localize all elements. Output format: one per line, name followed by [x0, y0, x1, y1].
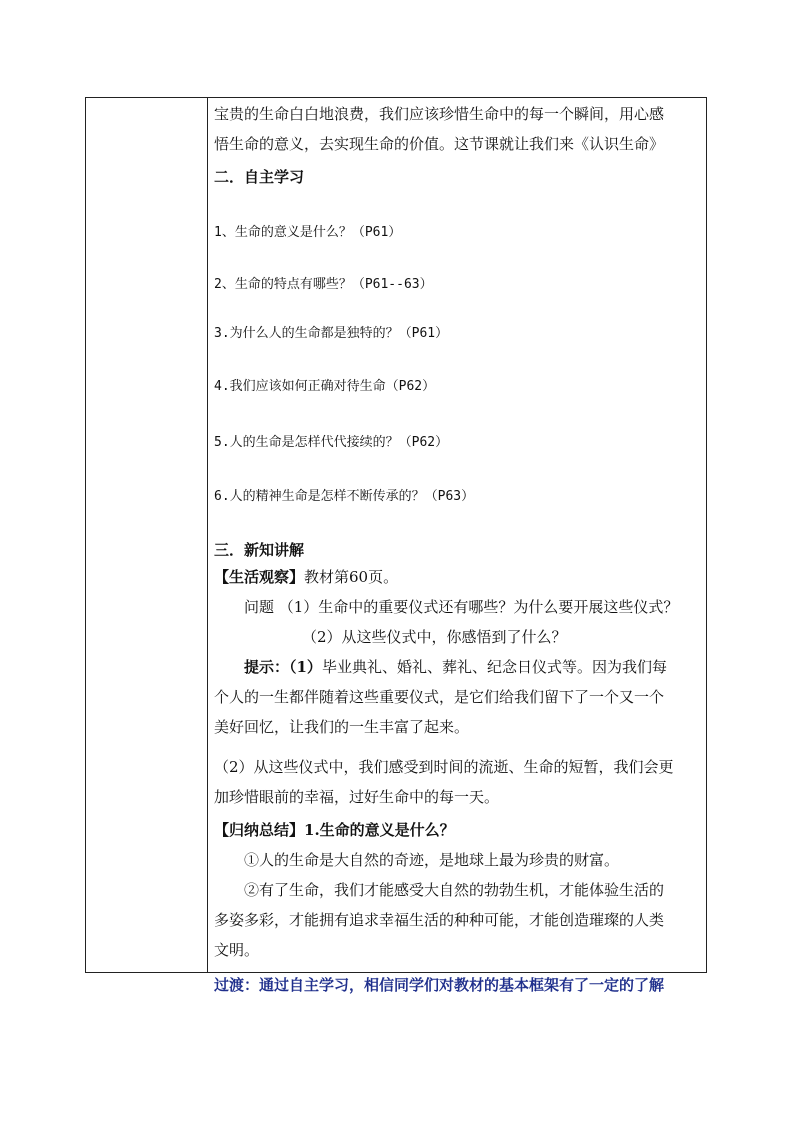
- summary-heading: 【归纳总结】1.生命的意义是什么？: [214, 821, 455, 839]
- question-item: 1、生命的意义是什么？（P61）: [214, 225, 402, 240]
- question-line: 问题 （1）生命中的重要仪式还有哪些？为什么要开展这些仪式？: [244, 598, 679, 616]
- observe-text: 教材第60页。: [304, 568, 399, 586]
- lesson-table: [85, 97, 707, 994]
- section-heading-new-knowledge: 三．新知讲解: [214, 541, 305, 559]
- hint-line: 个人的一生都伴随着这些重要仪式，是它们给我们留下了一个又一个: [214, 688, 665, 706]
- hint-text: 毕业典礼、婚礼、葬礼、纪念日仪式等。因为我们每: [321, 658, 667, 676]
- summary-point: 多姿多彩，才能拥有追求幸福生活的种种可能，才能创造璀璨的人类: [214, 911, 665, 929]
- question-item: 5.人的生命是怎样代代接续的？（P62）: [214, 435, 449, 450]
- question-item: 2、生命的特点有哪些？（P61--63）: [214, 277, 433, 292]
- question-line: （2）从这些仪式中，你感悟到了什么？: [302, 628, 567, 646]
- transition-text: 过渡：通过自主学习，相信同学们对教材的基本框架有了一定的了解: [214, 976, 665, 994]
- column-divider: [207, 98, 208, 972]
- intro-line: 悟生命的意义，去实现生命的价值。这节课就让我们来《认识生命》: [214, 135, 665, 153]
- question-item: 4.我们应该如何正确对待生命（P62）: [214, 379, 436, 394]
- observe-line: [214, 567, 398, 587]
- hint-label: 提示：（1）: [244, 658, 322, 676]
- question-item: 3.为什么人的生命都是独特的？（P61）: [214, 326, 449, 341]
- answer-line: （2）从这些仪式中，我们感受到时间的流逝、生命的短暂，我们会更: [214, 758, 674, 776]
- observe-label: 【生活观察】: [214, 568, 305, 586]
- answer-line: 加珍惜眼前的幸福，过好生命中的每一天。: [214, 788, 500, 806]
- summary-point: ①人的生命是大自然的奇迹，是地球上最为珍贵的财富。: [244, 851, 620, 869]
- summary-point: ②有了生命，我们才能感受大自然的勃勃生机，才能体验生活的: [244, 881, 665, 899]
- hint-line: 美好回忆，让我们的一生丰富了起来。: [214, 718, 470, 736]
- intro-line: 宝贵的生命白白地浪费，我们应该珍惜生命中的每一个瞬间，用心感: [214, 105, 665, 123]
- question-item: 6.人的精神生命是怎样不断传承的？（P63）: [214, 489, 475, 504]
- section-heading-self-study: 二．自主学习: [214, 168, 305, 186]
- summary-point: 文明。: [214, 941, 260, 959]
- hint-line: [244, 657, 667, 677]
